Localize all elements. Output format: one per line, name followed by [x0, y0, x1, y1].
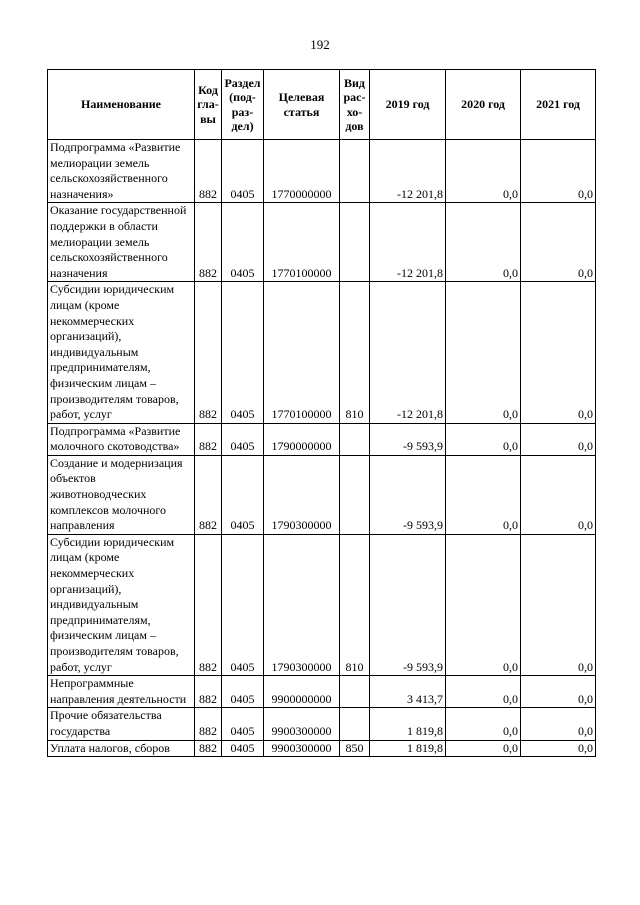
table-row [48, 282, 596, 423]
row-target: 9900300000 [264, 708, 340, 740]
row-section: 0405 [222, 708, 264, 740]
row-section: 0405 [222, 423, 264, 455]
row-2021: 0,0 [521, 140, 596, 203]
row-target: 1770100000 [264, 203, 340, 282]
table-row [48, 203, 596, 282]
row-target: 1770100000 [264, 282, 340, 423]
row-2020: 0,0 [446, 534, 521, 675]
row-2019: 3 413,7 [370, 676, 446, 708]
row-section: 0405 [222, 203, 264, 282]
row-target: 1790300000 [264, 455, 340, 534]
row-2019: 1 819,8 [370, 740, 446, 757]
row-name: Подпрограмма «Развитие мелиорации земель сельскохозяйственного назначения» [48, 140, 195, 203]
row-2020: 0,0 [446, 282, 521, 423]
row-2019: -12 201,8 [370, 140, 446, 203]
row-2020: 0,0 [446, 455, 521, 534]
row-target: 1790300000 [264, 534, 340, 675]
header-section: Раздел (под-раз-дел) [222, 70, 264, 140]
row-2019: -12 201,8 [370, 282, 446, 423]
row-2021: 0,0 [521, 423, 596, 455]
row-2019: -12 201,8 [370, 203, 446, 282]
row-type: 850 [340, 740, 370, 757]
row-target: 1790000000 [264, 423, 340, 455]
row-2020: 0,0 [446, 740, 521, 757]
row-2021: 0,0 [521, 203, 596, 282]
row-2021: 0,0 [521, 455, 596, 534]
table-row [48, 423, 596, 455]
row-2020: 0,0 [446, 676, 521, 708]
row-target: 9900300000 [264, 740, 340, 757]
row-section: 0405 [222, 140, 264, 203]
table-row [48, 140, 596, 203]
row-2021: 0,0 [521, 676, 596, 708]
row-section: 0405 [222, 534, 264, 675]
row-2020: 0,0 [446, 140, 521, 203]
row-type [340, 423, 370, 455]
row-2020: 0,0 [446, 203, 521, 282]
row-section: 0405 [222, 740, 264, 757]
row-code: 882 [195, 676, 222, 708]
row-target: 9900000000 [264, 676, 340, 708]
row-2019: -9 593,9 [370, 534, 446, 675]
row-name: Прочие обязательства государства [48, 708, 195, 740]
row-name: Субсидии юридическим лицам (кроме некоммерческих организаций), индивидуальным предпринимателям, физическим лицам – производителям товаров, работ, услуг [48, 282, 195, 423]
table-row [48, 534, 596, 675]
row-name: Создание и модернизация объектов животноводческих комплексов молочного направления [48, 455, 195, 534]
row-name: Оказание государственной поддержки в области мелиорации земель сельскохозяйственного назначения [48, 203, 195, 282]
header-2019: 2019 год [370, 70, 446, 140]
row-target: 1770000000 [264, 140, 340, 203]
row-2021: 0,0 [521, 708, 596, 740]
table-row [48, 740, 596, 757]
table-row [48, 708, 596, 740]
header-target: Целевая статья [264, 70, 340, 140]
row-type: 810 [340, 534, 370, 675]
row-name: Непрограммные направления деятельности [48, 676, 195, 708]
budget-table [47, 69, 596, 757]
header-2021: 2021 год [521, 70, 596, 140]
row-code: 882 [195, 455, 222, 534]
header-name: Наименование [48, 70, 195, 140]
header-type: Вид рас-хо-дов [340, 70, 370, 140]
table-row [48, 676, 596, 708]
row-2021: 0,0 [521, 740, 596, 757]
row-2019: -9 593,9 [370, 423, 446, 455]
page-number: 192 [310, 37, 330, 52]
row-code: 882 [195, 708, 222, 740]
row-2020: 0,0 [446, 708, 521, 740]
row-type: 810 [340, 282, 370, 423]
row-code: 882 [195, 282, 222, 423]
row-name: Подпрограмма «Развитие молочного скотоводства» [48, 423, 195, 455]
table-header-row [48, 70, 596, 140]
row-code: 882 [195, 140, 222, 203]
row-type [340, 676, 370, 708]
row-type [340, 455, 370, 534]
row-code: 882 [195, 740, 222, 757]
row-name: Субсидии юридическим лицам (кроме некоммерческих организаций), индивидуальным предпринимателям, физическим лицам – производителям товаров, работ, услуг [48, 534, 195, 675]
row-2021: 0,0 [521, 282, 596, 423]
row-2021: 0,0 [521, 534, 596, 675]
row-code: 882 [195, 203, 222, 282]
row-section: 0405 [222, 676, 264, 708]
header-2020: 2020 год [446, 70, 521, 140]
row-2020: 0,0 [446, 423, 521, 455]
table-row [48, 455, 596, 534]
row-section: 0405 [222, 282, 264, 423]
header-code: Код гла-вы [195, 70, 222, 140]
row-type [340, 708, 370, 740]
row-2019: 1 819,8 [370, 708, 446, 740]
row-code: 882 [195, 534, 222, 675]
row-2019: -9 593,9 [370, 455, 446, 534]
row-type [340, 203, 370, 282]
row-code: 882 [195, 423, 222, 455]
row-type [340, 140, 370, 203]
row-name: Уплата налогов, сборов [48, 740, 195, 757]
row-section: 0405 [222, 455, 264, 534]
